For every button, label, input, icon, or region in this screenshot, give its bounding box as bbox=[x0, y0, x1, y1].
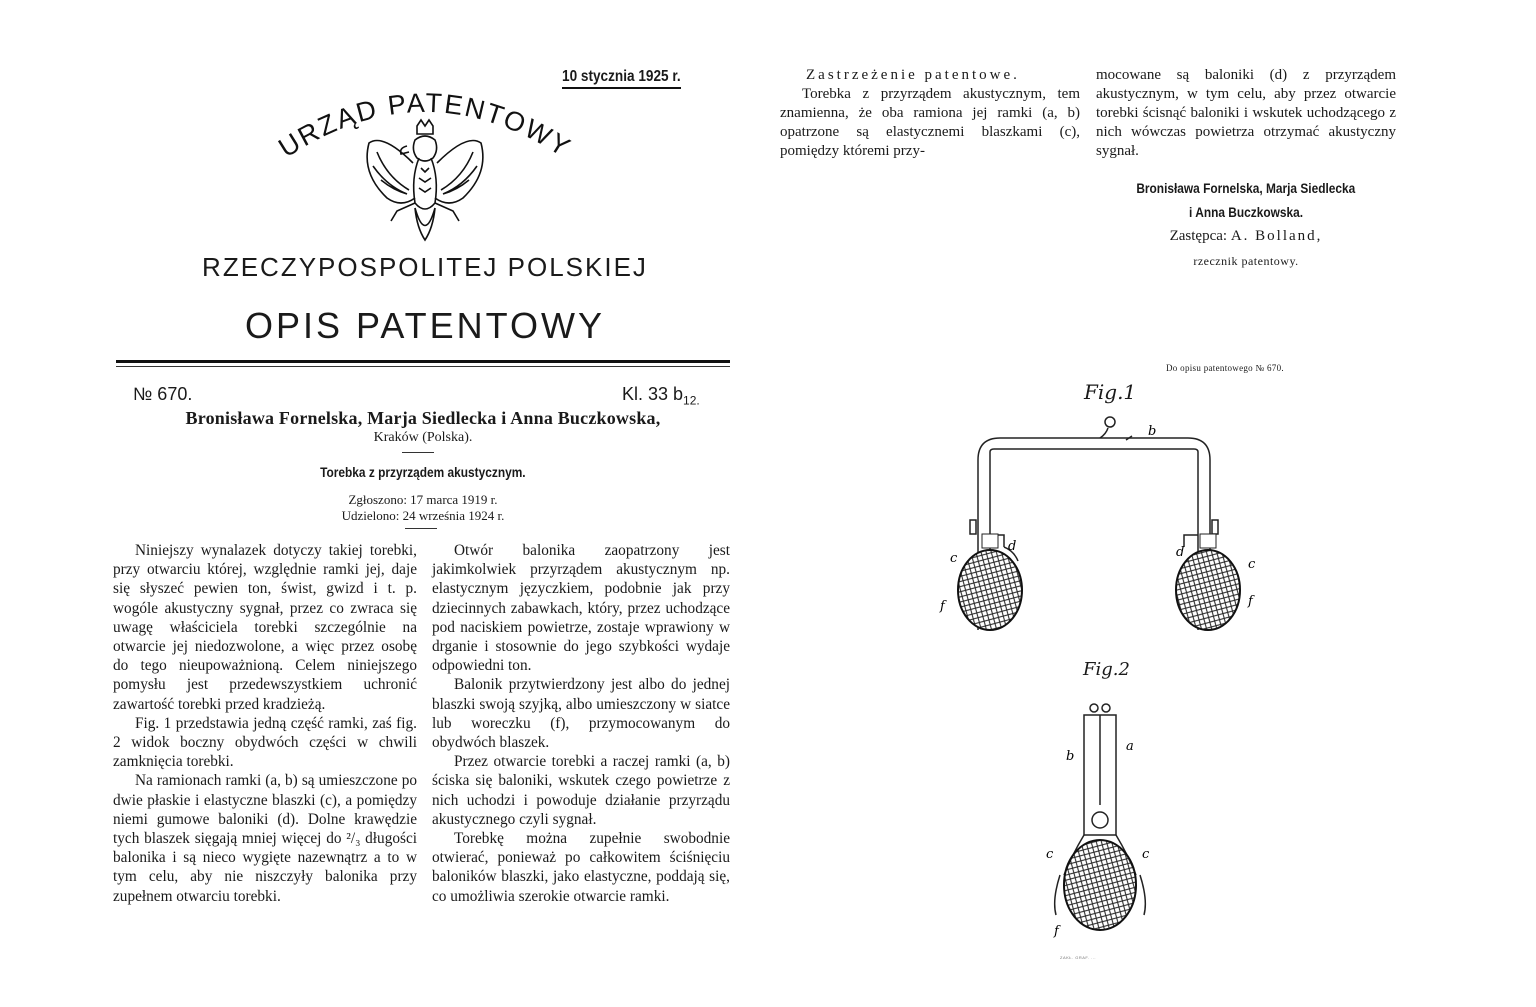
part-label-f: f bbox=[1248, 594, 1253, 609]
attorney-title: rzecznik patentowy. bbox=[1193, 254, 1299, 268]
figure-2-label: Fig.2 bbox=[1083, 659, 1130, 680]
granted-date: Udzielono: 24 września 1924 r. bbox=[341, 508, 505, 523]
paragraph: Otwór balonika zaopatrzony jest jakimkolwiek przyrządem akustycznym np. elastycznym języczkiem, podobnie jak przy dziecinnych zabawkach, który, przez uchodzące pod naciskiem powietrze, zostaje wprawiony w drganie i stosownie do jego szybkości wydaje odpowiedni ton. bbox=[432, 542, 730, 675]
claim-text: Torebka z przyrządem akustycznym, tem znamienna, że oba ramiona jej ramki (a, b) opatrzone są elastycznemi blaszkami (c), pomiędzy któremi przy- bbox=[780, 86, 1080, 159]
printer-note: ZAKŁ. GRAF. ... bbox=[1060, 955, 1096, 960]
part-label-c: c bbox=[1046, 847, 1054, 862]
document-type-heading: OPIS PATENTOWY bbox=[244, 305, 606, 346]
description-column-1 bbox=[113, 541, 417, 906]
inventors: Bronisława Fornelska, Marja Siedlecka i Anna Buczkowska, bbox=[185, 408, 661, 428]
part-label-b: b bbox=[1148, 424, 1157, 439]
patent-class-sub: 12. bbox=[683, 393, 700, 408]
part-label-c: c bbox=[1142, 847, 1150, 862]
invention-title-text: Torebka z przyrządem akustycznym. bbox=[320, 464, 526, 480]
claim-heading: Zastrzeżenie patentowe. bbox=[806, 67, 1020, 83]
inventors-city: Kraków (Polska). bbox=[373, 430, 473, 445]
paragraph: Balonik przytwierdzony jest albo do jednej blaszki swoją szyjką, albo umieszczony w siatce lub woreczku (f), przymocowanym do obydwóch blaszek. bbox=[432, 676, 730, 752]
part-label-f: f bbox=[940, 599, 945, 614]
part-label-c: c bbox=[950, 551, 958, 566]
part-label-d: d bbox=[1176, 545, 1185, 560]
divider bbox=[402, 452, 434, 453]
claim-text-continued: mocowane są baloniki (d) z przyrządem akustycznym, w tym celu, aby przez otwarcie torebki ścisnąć baloniki i wskutek uchodzącego z nich wówczas powietrza otrzymać akustyczny sygnał. bbox=[1096, 67, 1396, 159]
filing-dates bbox=[116, 492, 730, 524]
paragraph: Przez otwarcie torebki a raczej ramki (a, b) ściska się baloniki, wskutek czego powietrze z nich uchodzi i powoduje działanie przyrządu akustycznego czyli sygnał. bbox=[432, 753, 730, 828]
figure-1-drawing bbox=[930, 400, 1270, 640]
part-label-c: c bbox=[1248, 557, 1256, 572]
part-label-b: b bbox=[1066, 749, 1075, 764]
patent-class-main: Kl. 33 b bbox=[622, 384, 684, 404]
part-label-f: f bbox=[1054, 924, 1059, 939]
header-rule-thin bbox=[116, 366, 730, 367]
publication-date: 10 stycznia 1925 r. bbox=[562, 68, 681, 89]
invention-title bbox=[116, 464, 730, 480]
description-column-2 bbox=[432, 541, 730, 906]
attorney bbox=[1096, 228, 1396, 245]
republic-heading: RZECZYPOSPOLITEJ POLSKIEJ bbox=[202, 252, 648, 282]
paragraph: Fig. 1 przedstawia jedną część ramki, zaś fig. 2 widok boczny obydwóch części w chwili zamknięcia torebki. bbox=[113, 714, 417, 771]
paragraph: Niniejszy wynalazek dotyczy takiej torebki, przy otwarciu której, względnie ramki jej, daje się słyszeć pewien ton, świst, gwizd i t. p. wogóle akustyczny sygnał, przez co zwraca się uwagę właściciela torebki szczególnie na otwarcie jej niedozwolone, a więc przez osobę do tego nieupoważnioną. Celem niniejszego pomysłu jest przedewszystkiem uchronić zawartość torebki przed kradzieżą. bbox=[113, 542, 417, 713]
header-rule-thick bbox=[116, 360, 730, 363]
claim-column-2 bbox=[1096, 66, 1396, 161]
paragraph: Torebkę można zupełnie swobodnie otwierać, ponieważ po całkowitem ściśnięciu baloników blaszki, jako elastyczne, poddają się, co umożliwia szerokie otwarcie ramki. bbox=[432, 830, 730, 905]
part-label-d: d bbox=[1008, 539, 1017, 554]
drawing-reference: Do opisu patentowego № 670. bbox=[1166, 363, 1284, 373]
attorney-label: Zastępca: bbox=[1169, 228, 1228, 244]
figure-1-label: Fig.1 bbox=[1084, 380, 1137, 404]
patent-class bbox=[622, 384, 700, 408]
claim-column-1 bbox=[780, 66, 1080, 161]
attorney-name: A. Bolland, bbox=[1230, 228, 1323, 244]
paragraph: Na ramionach ramki (a, b) są umieszczone po dwie płaskie i elastyczne blaszki (c), a pomiędzy niemi gumowe baloniki (d). Dolne krawędzie tych blaszek sięgają mniej więcej do ²/₃ długości balonika i są nieco wygięte nazewnątrz a to w tym celu, aby nie niszczyły balonika przy zupełnem otwarciu torebki. bbox=[113, 772, 417, 905]
patent-number: № 670. bbox=[133, 384, 193, 404]
polish-eagle-icon bbox=[355, 118, 495, 248]
filed-date: Zgłoszono: 17 marca 1919 r. bbox=[348, 492, 498, 507]
divider bbox=[405, 528, 437, 529]
signature-line-1: Bronisława Fornelska, Marja Siedlecka bbox=[1136, 180, 1356, 196]
office-arc-text: URZĄD PATENTOWY bbox=[273, 87, 577, 164]
figure-2-drawing bbox=[1030, 690, 1170, 940]
part-label-a: a bbox=[1126, 739, 1134, 754]
signature-line-2: i Anna Buczkowska. bbox=[1189, 204, 1303, 220]
